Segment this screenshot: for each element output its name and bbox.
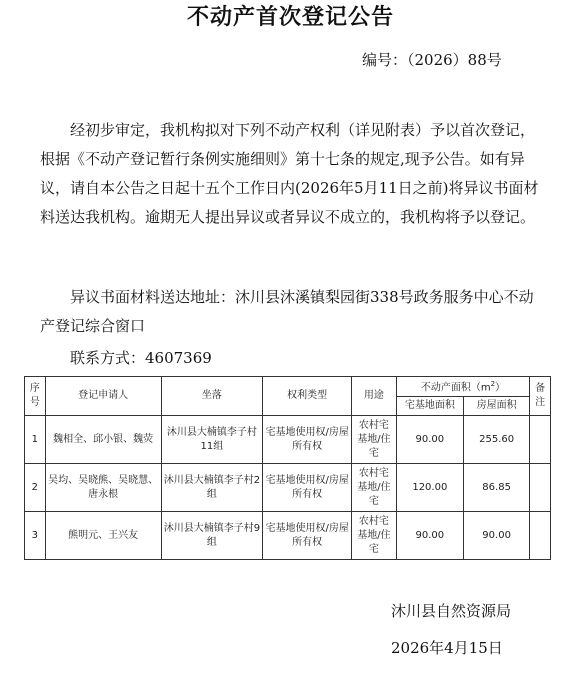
- cell-land-area: 90.00: [396, 512, 463, 560]
- cell-usage: 农村宅基地/住宅: [352, 416, 397, 464]
- cell-remarks: [530, 464, 551, 512]
- document-number: 编号：（2026）88号: [362, 51, 502, 69]
- notice-body: 经初步审定，我机构拟对下列不动产权利（详见附表）予以首次登记，根据《不动产登记暂行条例实施细则》第十七条的规定,现予公告。如有异议，请自本公告之日起十五个工作日内(2026年5月11日之前)将异议书面材料送达我机构。逾期无人提出异议或者异议不成立的，我机构将予以登记。: [40, 121, 539, 226]
- header-area-sup: 2: [490, 380, 496, 389]
- cell-remarks: [530, 416, 551, 464]
- header-usage: 用途: [352, 377, 397, 416]
- cell-right-type: 宅基地使用权/房屋所有权: [263, 512, 352, 560]
- table-row: [25, 512, 551, 560]
- cell-usage: 农村宅基地/住宅: [352, 464, 397, 512]
- table-row: [25, 416, 551, 464]
- cell-house-area: 255.60: [463, 416, 529, 464]
- cell-applicant: 魏相全、邱小银、魏荧: [45, 416, 161, 464]
- cell-seq: 2: [25, 464, 46, 512]
- header-applicant: 登记申请人: [45, 377, 161, 416]
- cell-usage: 农村宅基地/住宅: [352, 512, 397, 560]
- header-area-group: [396, 377, 530, 397]
- cell-right-type: 宅基地使用权/房屋所有权: [263, 416, 352, 464]
- header-area-prefix: 不动产面积（m: [420, 382, 491, 394]
- cell-location: 沐川县大楠镇李子村2组: [161, 464, 262, 512]
- notice-title: 不动产首次登记公告: [186, 5, 394, 30]
- header-right-type: 权利类型: [263, 377, 352, 416]
- objection-address: 异议书面材料送达地址：沐川县沐溪镇梨园街338号政务服务中心不动产登记综合窗口: [40, 288, 534, 335]
- issue-date: 2026年4月15日: [391, 639, 503, 657]
- cell-land-area: 120.00: [396, 464, 463, 512]
- header-remarks: 备注: [530, 377, 551, 416]
- cell-seq: 3: [25, 512, 46, 560]
- header-area-suffix: ）: [495, 382, 506, 394]
- issuing-organization: 沐川县自然资源局: [391, 602, 512, 620]
- cell-right-type: 宅基地使用权/房屋所有权: [263, 464, 352, 512]
- cell-location: 沐川县大楠镇李子村11组: [161, 416, 262, 464]
- table-row: [25, 464, 551, 512]
- header-house-area: 房屋面积: [463, 397, 529, 416]
- cell-house-area: 90.00: [463, 512, 529, 560]
- cell-applicant: 吴均、吴晓熊、吴晓慧、唐永根: [45, 464, 161, 512]
- header-location: 坐落: [161, 377, 262, 416]
- cell-applicant: 熊明元、王兴友: [45, 512, 161, 560]
- cell-house-area: 86.85: [463, 464, 529, 512]
- header-land-area: 宅基地面积: [396, 397, 463, 416]
- header-seq: 序号: [25, 377, 46, 416]
- cell-land-area: 90.00: [396, 416, 463, 464]
- cell-remarks: [530, 512, 551, 560]
- cell-location: 沐川县大楠镇李子村9组: [161, 512, 262, 560]
- contact-info: 联系方式：4607369: [70, 349, 212, 367]
- registration-table: [24, 376, 551, 560]
- cell-seq: 1: [25, 416, 46, 464]
